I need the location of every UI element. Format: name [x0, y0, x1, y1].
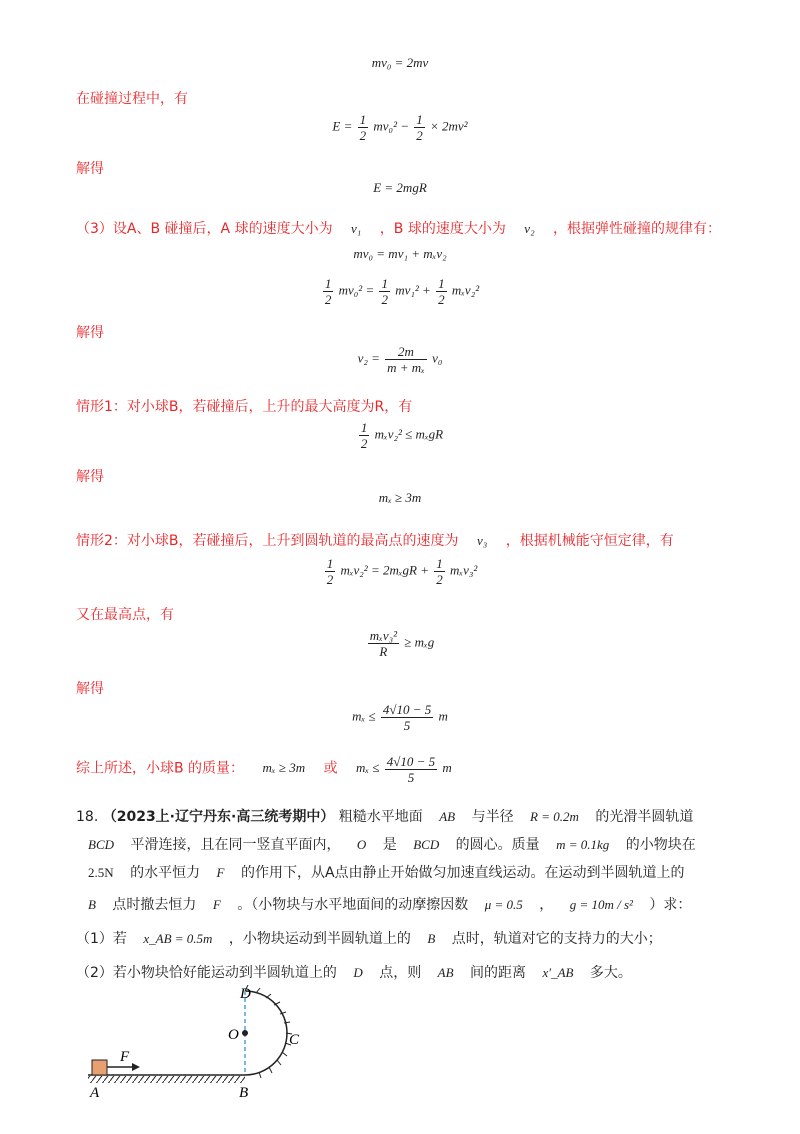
fraction-half: $\frac{1}{2}$	[381, 276, 388, 307]
eq-elastic-momentum: mv₀ = mv₁ + mₓv₂	[353, 246, 447, 261]
label-a: A	[90, 1085, 100, 1101]
summary-or: 或	[323, 760, 338, 777]
ground-hatch	[88, 1076, 245, 1083]
eq-v2: v₂ = $\frac{2m}{\text{m + mₓ}}$ v₀	[357, 344, 443, 375]
case1-text: 情形1：对小球B，若碰撞后，上升的最大高度为R，有	[76, 399, 413, 415]
fraction-half: $\frac{1}{2}$	[326, 556, 334, 587]
problem-source: （2023上·辽宁丹东·高三统考期中）	[102, 809, 335, 825]
fraction-half: $\frac{1}{2}$	[360, 420, 368, 451]
label-f: F	[120, 1049, 130, 1065]
collision-intro: 在碰撞过程中，有	[76, 91, 188, 107]
question1: （1）若 x_AB = 0.5m ，小物块运动到半圆轨道上的 B 点时，轨道对它的支持力的大小；	[76, 931, 662, 947]
eq-energy-lhs: E =	[332, 118, 353, 134]
eq-top: $\frac{\text{mₓv₃²}}{R}$ ≥ mₓg	[369, 628, 435, 659]
fraction-half: $\frac{1}{2}$	[438, 276, 445, 307]
eq-energy-end: × 2mv²	[430, 118, 468, 134]
problem18-line2: BCD 平滑连接，且在同一竖直平面内， O 是 BCD 的圆心。质量 m = 0.1kg 的小物块在	[88, 837, 696, 853]
label-b: B	[239, 1085, 249, 1101]
eq-energy	[0, 112, 800, 143]
eq-E-result: E = 2mgR	[373, 180, 427, 195]
eq-case1: $\frac{1}{2}$ mₓv₂² ≤ mₓgR	[360, 420, 444, 451]
force-value: 2.5N	[88, 865, 114, 880]
label-c: C	[289, 1032, 300, 1048]
eq-elastic-energy: $\frac{1}{2}$ mv₀² = $\frac{1}{2}$ mv₁² + $\frac{1}{2}$ mₓv₂²	[324, 276, 480, 307]
label-d: D	[240, 986, 251, 1002]
fraction-half: $\frac{1}{2}$	[416, 112, 423, 143]
part3-line: （3）设A、B 碰撞后，A 球的速度大小为 v₁ ，B 球的速度大小为 v₂ ，根据弹性碰撞的规律有：	[76, 221, 722, 237]
fraction-half: $\frac{1}{2}$	[436, 556, 443, 587]
block	[92, 1060, 107, 1075]
fraction-root: $\frac{4√10 - 5}{5}$	[382, 702, 432, 733]
xab-value: x_AB = 0.5m	[143, 931, 213, 946]
v2-symbol: v₂	[524, 221, 535, 236]
jiede-label: 解得	[76, 325, 104, 341]
case2-line: 情形2：对小球B，若碰撞后，上升到圆轨道的最高点的速度为 v₃ ，根据机械能守恒定律，有	[76, 533, 674, 549]
center-dot	[242, 1030, 248, 1036]
jiede-label: 解得	[76, 161, 104, 177]
summary-line: 综上所述，小球B 的质量： mₓ ≥ 3m 或 mₓ ≤ $\frac{4√10 - 5}{5}$ m	[76, 754, 452, 785]
eq-case2-result: mₓ ≤ $\frac{4√10 - 5}{5}$ m	[352, 702, 448, 733]
fraction-half: $\frac{1}{2}$	[359, 112, 367, 143]
force-arrowhead	[132, 1063, 140, 1071]
eq-energy-mid: mv₀² −	[373, 118, 409, 134]
problem18-line1: 18. （2023上·辽宁丹东·高三统考期中） 粗糙水平地面 AB 与半径 R = 0.2m 的光滑半圆轨道	[76, 809, 694, 825]
g-value: g = 10m / s²	[569, 897, 633, 912]
top-point-text: 又在最高点，有	[76, 607, 174, 623]
mass-value: m = 0.1kg	[556, 837, 610, 852]
semicircle-track	[245, 991, 287, 1075]
question2: （2）若小物块恰好能运动到半圆轨道上的 D 点，则 AB 间的距离 x′_AB 多大。	[76, 965, 632, 981]
fraction-half: $\frac{1}{2}$	[324, 276, 332, 307]
label-o: O	[228, 1027, 239, 1043]
v1-symbol: v₁	[351, 221, 362, 236]
eq-momentum: mv₀ = 2mv	[371, 55, 429, 70]
jiede-label: 解得	[76, 469, 104, 485]
radius-value: R = 0.2m	[530, 809, 579, 824]
eq-case1-result: mₓ ≥ 3m	[378, 490, 422, 505]
fraction-v2: $\frac{2m}{\text{m + mₓ}}$	[387, 344, 425, 375]
v3-symbol: v₃	[476, 533, 488, 548]
problem-number: 18.	[76, 809, 99, 825]
problem18-line4: B 点时撤去恒力 F 。（小物块与水平地面间的动摩擦因数 μ = 0.5 ， g = 10m / s² ）求：	[88, 897, 692, 913]
xab-prime: x′_AB	[542, 965, 574, 980]
track-figure	[80, 985, 330, 1130]
summary-eq2: mₓ ≤ $\frac{4√10 - 5}{5}$ m	[356, 754, 452, 785]
fraction-top: $\frac{\text{mₓv₃²}}{R}$	[369, 628, 398, 659]
mu-value: μ = 0.5	[484, 897, 523, 912]
problem18-line3: 2.5N 的水平恒力 F 的作用下，从A点由静止开始做匀加速直线运动。在运动到半圆轨道上的	[88, 865, 685, 881]
fraction-root: $\frac{4√10 - 5}{5}$	[386, 754, 436, 785]
summary-eq1: mₓ ≥ 3m	[262, 760, 306, 776]
eq-case2: $\frac{1}{2}$ mₓv₂² = 2mₓgR + $\frac{1}{2}$ mₓv₃²	[326, 556, 478, 587]
jiede-label: 解得	[76, 681, 104, 697]
